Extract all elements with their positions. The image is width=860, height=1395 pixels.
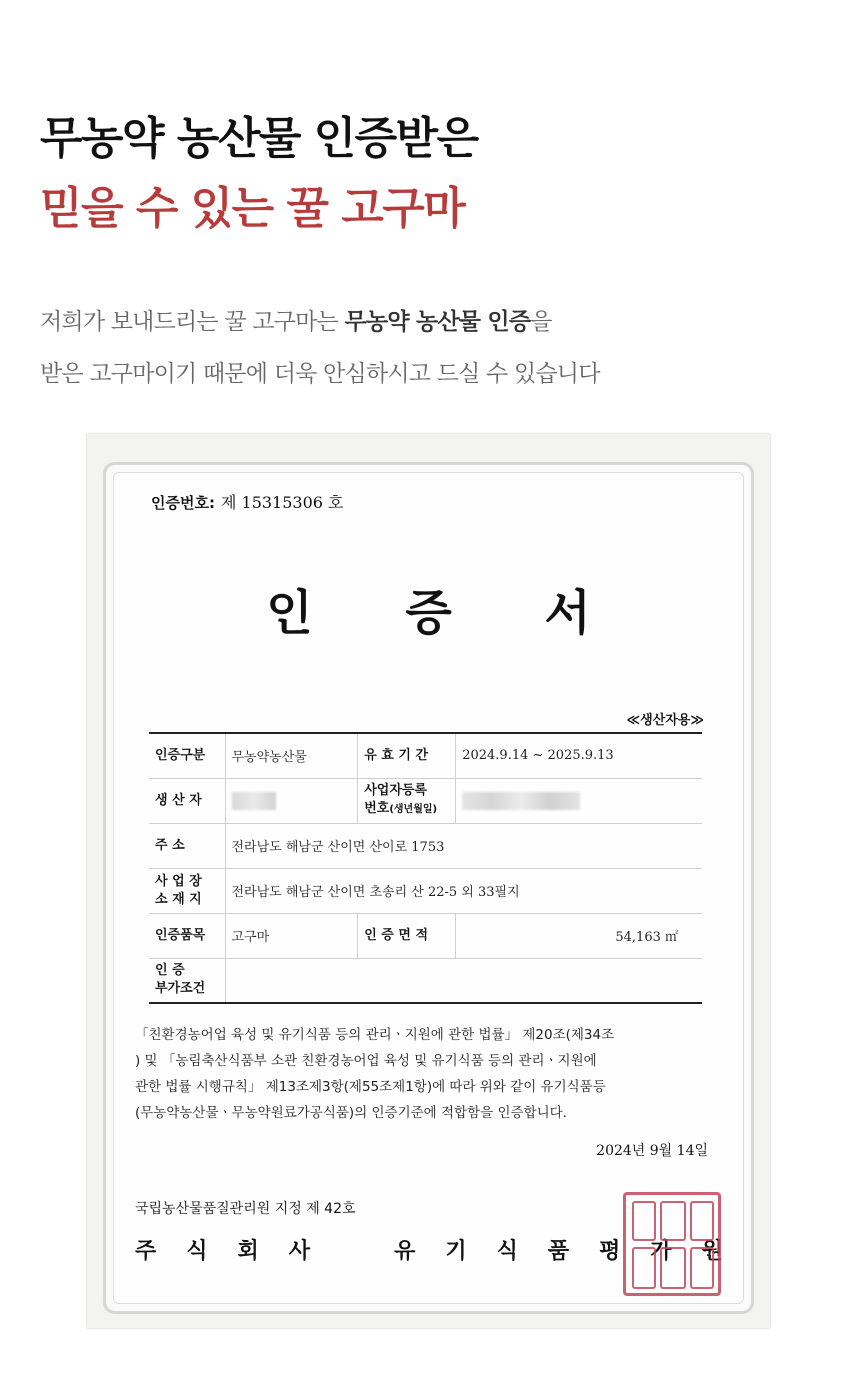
statement-line: 「친환경농어업 육성 및 유기식품 등의 관리ㆍ지원에 관한 법률」 제20조(제34조 bbox=[135, 1027, 615, 1043]
certificate-statement bbox=[135, 1022, 715, 1126]
designation: 국립농산물품질관리원 지정 제 42호 bbox=[135, 1201, 356, 1217]
certificate-table bbox=[149, 732, 702, 1004]
company-char: 회 bbox=[237, 1239, 259, 1264]
area-label: 인 증 면 적 bbox=[358, 913, 456, 958]
item-value: 고구마 bbox=[225, 913, 358, 958]
redacted-bizno bbox=[462, 792, 580, 810]
certificate-number bbox=[151, 490, 344, 513]
description-text: 저희가 보내드리는 꿀 고구마는 bbox=[40, 309, 345, 335]
official-seal bbox=[623, 1192, 721, 1296]
bizno-label-small: (생년월일) bbox=[389, 804, 438, 815]
company-char: 주 bbox=[135, 1239, 157, 1264]
headline bbox=[40, 108, 478, 240]
issue-date: 2024년 9월 14일 bbox=[596, 1143, 708, 1159]
certificate-title: 인 증 서 bbox=[266, 585, 629, 641]
statement-line: 관한 법률 시행규칙」 제13조제3항(제55조제1항)에 따라 위와 같이 유기식품등 bbox=[135, 1079, 606, 1095]
table-row bbox=[149, 868, 702, 913]
company-char: 기 bbox=[445, 1239, 467, 1264]
bizno-label-line-2 bbox=[364, 800, 449, 819]
bizno-label-text: 번호 bbox=[364, 801, 390, 816]
company-char: 식 bbox=[496, 1239, 518, 1264]
site-value: 전라남도 해남군 산이면 초송리 산 22-5 외 33필지 bbox=[225, 868, 702, 913]
statement-line: (무농약농산물ㆍ무농약원료가공식품)의 인증기준에 적합함을 인증합니다. bbox=[135, 1105, 567, 1121]
producer-label: 생 산 자 bbox=[149, 778, 225, 823]
condition-label-line-1: 인 증 bbox=[155, 963, 185, 979]
item-label: 인증품목 bbox=[149, 913, 225, 958]
company-char: 원 bbox=[701, 1239, 723, 1264]
bizno-label-line-1: 사업자등록 bbox=[364, 783, 427, 798]
use-tag: ≪생산자용≫ bbox=[626, 713, 704, 728]
certificate-number-label: 인증번호: bbox=[151, 494, 215, 512]
site-label bbox=[149, 868, 225, 913]
company-char: 유 bbox=[394, 1239, 416, 1264]
period-value: 2024.9.14 ~ 2025.9.13 bbox=[456, 733, 702, 778]
condition-value bbox=[225, 958, 702, 1003]
table-row bbox=[149, 733, 702, 778]
table-row bbox=[149, 778, 702, 823]
certificate-image bbox=[87, 434, 770, 1328]
certificate-number-value: 제 15315306 호 bbox=[220, 493, 344, 512]
company-char: 식 bbox=[186, 1239, 208, 1264]
type-label: 인증구분 bbox=[149, 733, 225, 778]
description-text-end: 을 bbox=[530, 309, 552, 335]
description bbox=[40, 296, 600, 400]
headline-line-2: 믿을 수 있는 꿀 고구마 bbox=[40, 183, 465, 234]
description-highlight: 무농약 농산물 인증 bbox=[344, 309, 531, 335]
company-char: 가 bbox=[650, 1239, 672, 1264]
company-char: 품 bbox=[547, 1239, 570, 1264]
producer-value bbox=[225, 778, 358, 823]
table-row bbox=[149, 913, 702, 958]
bizno-label bbox=[358, 778, 456, 823]
statement-line: ) 및 「농림축산식품부 소관 친환경농어업 육성 및 유기식품 등의 관리ㆍ지원에 bbox=[135, 1053, 597, 1069]
area-value: 54,163 ㎡ bbox=[456, 913, 702, 958]
address-label: 주 소 bbox=[149, 823, 225, 868]
table-row bbox=[149, 823, 702, 868]
description-line-1 bbox=[40, 296, 600, 348]
site-label-line-2: 소 재 지 bbox=[155, 891, 202, 907]
site-label-line-1: 사 업 장 bbox=[155, 873, 202, 889]
table-row bbox=[149, 958, 702, 1003]
condition-label-line-2: 부가조건 bbox=[155, 981, 206, 997]
company-char: 사 bbox=[288, 1239, 311, 1264]
type-value: 무농약농산물 bbox=[225, 733, 358, 778]
description-line-2: 받은 고구마이기 때문에 더욱 안심하시고 드실 수 있습니다 bbox=[40, 361, 600, 387]
headline-line-1: 무농약 농산물 인증받은 bbox=[40, 113, 478, 164]
redacted-name bbox=[232, 792, 276, 810]
address-value: 전라남도 해남군 산이면 산이로 1753 bbox=[225, 823, 702, 868]
bizno-value bbox=[456, 778, 702, 823]
company-char: 평 bbox=[599, 1239, 621, 1264]
condition-label bbox=[149, 958, 225, 1003]
period-label: 유 효 기 간 bbox=[358, 733, 456, 778]
